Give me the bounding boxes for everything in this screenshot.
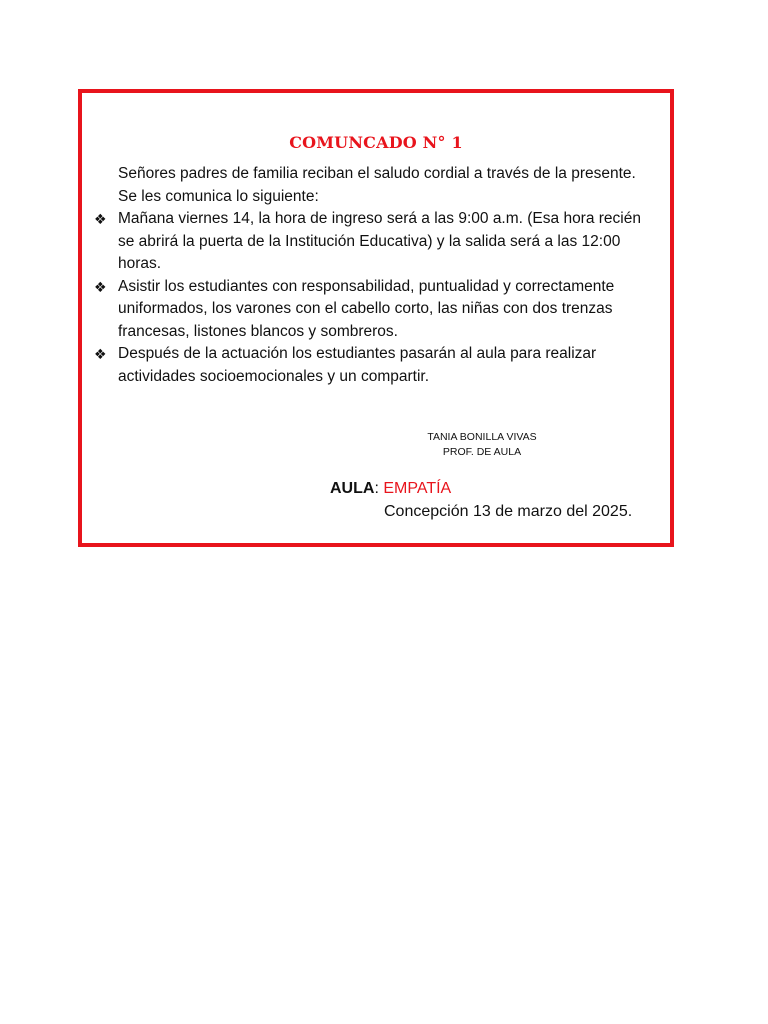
bullet-item — [94, 208, 658, 276]
aula-separator: : — [374, 480, 379, 497]
diamond-bullet-icon: ❖ — [94, 211, 107, 227]
signature-name: TANIA BONILLA VIVAS — [427, 431, 537, 443]
notice-body — [94, 163, 658, 388]
diamond-bullet-icon: ❖ — [94, 346, 107, 362]
greeting-text: Señores padres de familia reciban el saludo cordial a través de la presente. — [118, 165, 636, 182]
intro-text: Se les comunica lo siguiente: — [118, 187, 319, 205]
diamond-bullet-icon: ❖ — [94, 278, 107, 295]
signature-role: PROF. DE AULA — [442, 446, 522, 458]
aula-label: AULA — [330, 480, 375, 497]
signature-block — [382, 430, 582, 460]
notice-title: COMUNCADO N° 1 — [289, 133, 463, 152]
aula-line — [330, 480, 451, 498]
bullet-text: Después de la actuación los estudiantes pasarán al aula para realizar actividades socioemocionales y un compartir. — [118, 345, 597, 385]
bullet-text: Mañana viernes 14, la hora de ingreso será a las 9:00 a.m. (Esa hora recién se abrirá la puerta de la Institución Educativa) y la salida será a las 12:00 horas. — [118, 210, 641, 272]
aula-value: EMPATÍA — [383, 480, 452, 497]
bullet-text: Asistir los estudiantes con responsabilidad, puntualidad y correctamente uniformados, los varones con el cabello corto, las niñas con dos trenzas francesas, listones blancos y sombreros. — [118, 277, 615, 340]
bullet-item — [94, 276, 658, 344]
date-line: Concepción 13 de marzo del 2025. — [384, 503, 633, 520]
notice-frame — [78, 89, 674, 547]
bullet-item — [94, 343, 658, 388]
